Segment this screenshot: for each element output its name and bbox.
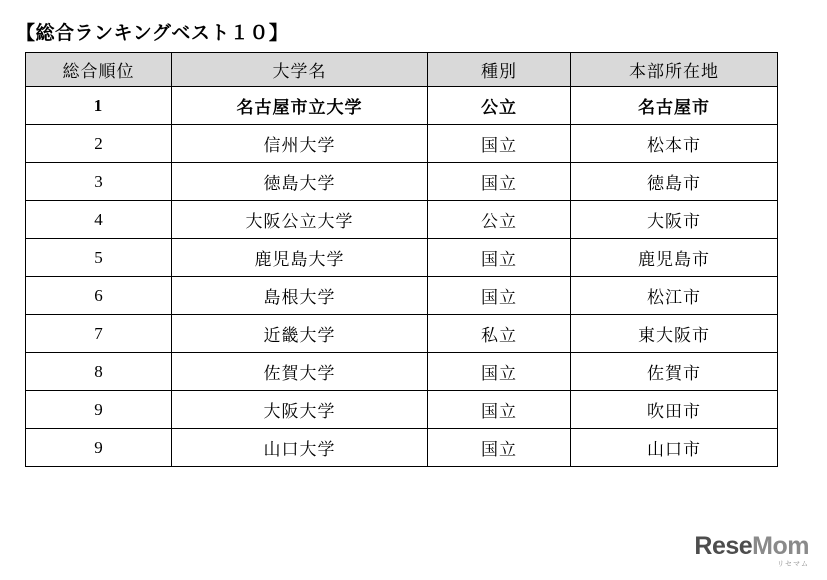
table-row [26, 277, 778, 315]
cell-type: 国立 [428, 429, 571, 467]
cell-location: 松本市 [571, 125, 778, 163]
cell-type: 国立 [428, 277, 571, 315]
cell-rank: 9 [26, 429, 172, 467]
cell-university: 鹿児島大学 [172, 239, 428, 277]
column-header-rank: 総合順位 [26, 53, 172, 87]
page-title: 【総合ランキングベスト１０】 [16, 23, 289, 44]
table-row [26, 163, 778, 201]
cell-location: 鹿児島市 [571, 239, 778, 277]
table-row [26, 429, 778, 467]
cell-location: 佐賀市 [571, 353, 778, 391]
table-body [26, 87, 778, 467]
table-header [26, 53, 778, 87]
cell-university: 佐賀大学 [172, 353, 428, 391]
cell-rank: 8 [26, 353, 172, 391]
table-header-row [26, 53, 778, 87]
watermark-subtitle: リセマム [777, 561, 809, 568]
ranking-table-container [25, 52, 777, 467]
cell-location: 松江市 [571, 277, 778, 315]
cell-type: 国立 [428, 163, 571, 201]
cell-rank: 6 [26, 277, 172, 315]
cell-location: 名古屋市 [571, 87, 778, 125]
cell-type: 公立 [428, 201, 571, 239]
cell-university: 近畿大学 [172, 315, 428, 353]
watermark-logo [694, 534, 809, 568]
cell-rank: 3 [26, 163, 172, 201]
table-row [26, 201, 778, 239]
table-row [26, 125, 778, 163]
watermark-prefix: Rese [694, 532, 753, 560]
table-row [26, 353, 778, 391]
table-row [26, 315, 778, 353]
ranking-table [25, 52, 778, 467]
cell-location: 吹田市 [571, 391, 778, 429]
cell-university: 信州大学 [172, 125, 428, 163]
cell-type: 国立 [428, 391, 571, 429]
cell-location: 山口市 [571, 429, 778, 467]
cell-location: 大阪市 [571, 201, 778, 239]
cell-type: 国立 [428, 125, 571, 163]
table-row [26, 391, 778, 429]
cell-rank: 4 [26, 201, 172, 239]
table-row [26, 87, 778, 125]
column-header-type: 種別 [428, 53, 571, 87]
cell-rank: 5 [26, 239, 172, 277]
cell-rank: 2 [26, 125, 172, 163]
column-header-university: 大学名 [172, 53, 428, 87]
cell-university: 徳島大学 [172, 163, 428, 201]
cell-university: 山口大学 [172, 429, 428, 467]
cell-type: 国立 [428, 239, 571, 277]
cell-type: 私立 [428, 315, 571, 353]
cell-rank: 7 [26, 315, 172, 353]
cell-type: 国立 [428, 353, 571, 391]
table-row [26, 239, 778, 277]
cell-type: 公立 [428, 87, 571, 125]
cell-university: 名古屋市立大学 [172, 87, 428, 125]
cell-university: 大阪大学 [172, 391, 428, 429]
cell-university: 大阪公立大学 [172, 201, 428, 239]
cell-rank: 1 [26, 87, 172, 125]
cell-rank: 9 [26, 391, 172, 429]
cell-location: 東大阪市 [571, 315, 778, 353]
cell-location: 徳島市 [571, 163, 778, 201]
cell-university: 島根大学 [172, 277, 428, 315]
watermark-wordmark [694, 534, 809, 559]
column-header-location: 本部所在地 [571, 53, 778, 87]
watermark-accent: Mom [752, 532, 809, 560]
